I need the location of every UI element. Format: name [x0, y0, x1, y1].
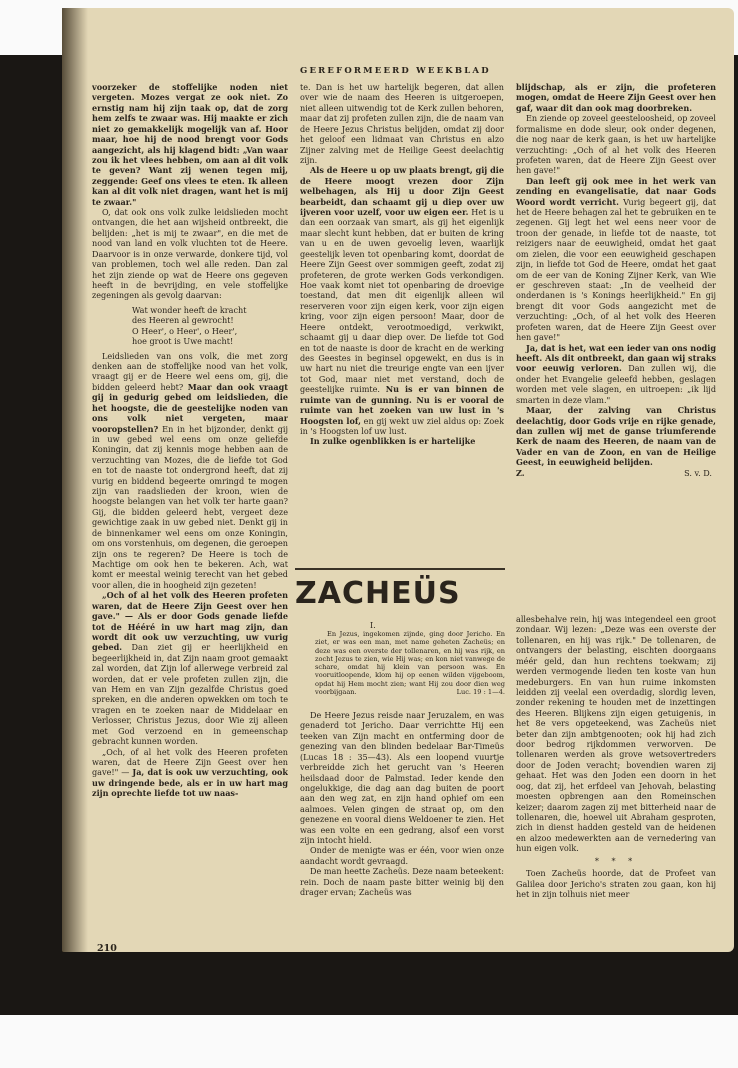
signature: Z. S. v. D.: [516, 467, 712, 478]
page-number: 210: [97, 943, 117, 954]
col3-paragraph-1: blijdschap, als er zijn, die profeteren mogen, omdat de Heere Zijn Geest over hen gaf, waar dit dan ook mag doorbreken.: [516, 82, 716, 113]
col1-paragraph-5: „Och, of al het volk des Heeren profeten waren, dat de Heere Zijn Geest over hen gave!" — Ja, dat is ook uw verzuchting, ook uw dringende bede, als er in uw hart mag zijn oprechte liefde tot uw naas-: [92, 746, 288, 799]
col1-paragraph-1: voorzeker de stoffelijke noden niet vergeten. Mozes vergat ze ook niet. Zo ernstig nam hij zijn taak op, dat de zorg hem zelfs te zwaar was. Hij maakte er zich niet zo gemakkelijk mogelijk van af. Hoor maar, hoe hij de nood brengt voor Gods aangezicht, als hij klagend bidt: „Van waar zou ik het vlees hebben, om aan al dit volk te geven? Want zij wenen tegen mij, zeggende: Geef ons vlees te eten. Ik alleen kan al dit volk niet dragen, want het is mij te zwaar.": [92, 82, 288, 207]
article-title: ZACHEÜS: [295, 576, 461, 611]
col1-paragraph-3: Leidslieden van ons volk, die met zorg denken aan de stoffelijke nood van het volk, vraagt gij er de Heere wel eens om, gij, die bidden geleerd hebt? Maar dan ook vraagt gij in gedurig gebed om leidslieden, die het hoogste, die de geestelijke noden van ons volk niet vergeten, maar vooropstellen? En in het bijzonder, denkt gij in uw gebed wel eens om onze geliefde Koningin, dat zij kennis moge hebben aan de verzuchting van Mozes, die de liefde tot God en tot de naaste tot ondergrond heeft, dat zij vurig en biddend begeerte omringd te mogen zijn van raadslieden der kroon, wien de hoogste belangen van het volk ter harte gaan? Gij, die bidden geleerd hebt, vergeet deze gewichtige zaak in uw gebed niet. Denkt gij in de binnenkamer wel eens om onze Koningin, om ons vorstenhuis, om degenen, die geroepen zijn ons te regeren? De Heere is toch de Machtige om ook hen te bekeren. Ach, wat komt er meestal weinig terecht van het gebed voor allen, die in hoogheid zijn gezeten!: [92, 350, 288, 590]
article-column-2: [300, 710, 504, 940]
psalm-verse: [92, 305, 288, 347]
col1-paragraph-4: „Och of al het volk des Heeren profeten waren, dat de Heere Zijn Geest over hen gave." — Als er door Gods genade liefde tot de Hééré in uw hart mag zijn, dan wordt dit ook uw verzuchting, uw vurig gebed. Dan ziet gij er heerlijkheid en begeerlijkheid in, dat Zijn naam groot gemaakt zal worden, dat Zijn lof allerwege verbreid zal worden, dat er vele profeten zullen zijn, die van Hem en van Zijn gezalfde Christus goed spreken, en die anderen opwekken om toch te vragen en te zoeken naar de Middelaar en Verlosser, Christus Jezus, door Wie zij alleen met God verzoend en in gemeenschap gebracht kunnen worden.: [92, 590, 288, 747]
column-1: [92, 82, 288, 940]
column-2: [300, 82, 504, 564]
scripture-reference: Luc. 19 : 1—4.: [456, 688, 505, 697]
article-paragraph: Toen Zacheüs hoorde, dat de Profeet van Galilea door Jericho's straten zou gaan, kon hij het in zijn tolhuis niet meer: [516, 868, 716, 899]
article-column-3: [516, 614, 716, 940]
binding-shadow: [62, 8, 88, 952]
col3-paragraph-3: Dan leeft gij ook mee in het werk van zending en evangelisatie, dat naar Gods Woord wordt verricht. Vurig begeert gij, dat het de Heere behagen zal het te gebruiken en te zegenen. Gij legt het wel eens neer voor de troon der genade, in liefde tot de naaste, tot reizigers naar de eeuwigheid, omdat het gaat om zielen, die voor een eeuwigheid geschapen zijn, in liefde tot God de Heere, omdat het gaat om de eer van de Koning Zijner Kerk, van Wie er geschreven staat: „In de veelheid der onderdanen is 's Konings heerlijkheid." En gij brengt dit voor Gods aangezicht met de verzuchting: „Och, of al het volk des Heeren profeten waren, dat de Heere Zijn Geest over hen gave!": [516, 175, 716, 343]
section-number: I.: [370, 621, 376, 630]
psalm-line: des Heeren al gewrocht!: [132, 315, 234, 326]
psalm-line: O Heer', o Heer', o Heer',: [132, 325, 238, 336]
col2-paragraph-3: In zulke ogenblikken is er hartelijke: [310, 436, 476, 447]
col3-paragraph-4: Ja, dat is het, wat een ieder van ons nodig heeft. Als dit ontbreekt, dan gaan wij straks voor eeuwig verloren. Dan zullen wij, die onder het Evangelie geleefd hebben, geslagen worden met vele slagen, en uitroepen: „ik lijd smarten in deze vlam.": [516, 342, 716, 405]
col2-paragraph-1: te. Dan is het uw hartelijk begeren, dat allen over wie de naam des Heeren is uitgeroepen, niet alleen uitwendig tot de Kerk zullen behoren, maar dat zij profeten zullen zijn, die de naam van de Heere Jezus Christus belijden, omdat zij door het geloof een lidmaat van Christus en alzo Zijner zalving met de Heilige Geest deelachtig zijn.: [300, 82, 504, 165]
article-paragraph: Onder de menigte was er één, voor wien onze aandacht wordt gevraagd.: [300, 845, 504, 866]
article-paragraph: De Heere Jezus reisde naar Jeruzalem, en was genaderd tot Jericho. Daar verrichtte Hij een teeken van Zijn macht en ontferming door de genezing van den blinden bedelaar Bar-Timeüs (Lucas 18 : 35—43). Als een loopend vuurtje verbreidde zich het gerucht van 's Heeren heilsdaad door de Palmstad. Ieder kende den ongelukkige, die dag aan dag buiten de poort aan den weg zat, en zijn hand ophief om een aalmoes. Velen gingen de straat op, om den genezene en vooral diens Weldoener te zien. Het was een volte en een gedrang, alsof een vorst zijn intocht hield.: [300, 710, 504, 846]
title-rule: [295, 568, 505, 570]
article-paragraph: De man heette Zacheüs. Deze naam beteekent: rein. Doch de naam paste bitter weinig bij den drager ervan; Zacheüs was: [300, 866, 504, 898]
scripture-text: En Jezus, ingekomen zijnde, ging door Jericho. En ziet, er was een man, met name geheten Zacheüs; en deze was een overste der tollenaren, en hij was rijk, en zocht Jezus te zien, wie Hij was; en kon niet vanwege de schare, omdat hij klein van persoon was. En vooruitloopende, klom hij op eenen wilden vijgeboom, opdat hij Hem mocht zien; want Hij zou door dien weg voorbijgaan. Luc. 19 : 1—4.: [315, 630, 505, 697]
scripture-quote: [315, 630, 505, 696]
psalm-line: Wat wonder heeft de kracht: [132, 304, 247, 315]
col3-paragraph-2: En ziende op zoveel geesteloosheid, op zoveel formalisme en dode sleur, ook onder degenen, die nog naar de kerk gaan, is het uw hartelijke verzuchting: „Och of al het volk des Heeren profeten waren, dat de Heere Zijn Geest over hen gave!": [516, 113, 716, 176]
col2-paragraph-2: Als de Heere u op uw plaats brengt, gij die de Heere moogt vrezen door Zijn welbehagen, als Hij u door Zijn Geest bearbeidt, dan schaamt gij u diep over uw ijveren voor uzelf, voor uw eigen eer. Het is u dan een oorzaak van smart, als gij het eigenlijk maar slecht kunt hebben, dat er buiten de kring van u en de uwen gevoelig leven, waarlijk geestelijk leven tot openbaring komt, doordat de Heere Zijn Geest over sommigen geeft, zodat zij profeteren, de grote werken Gods verkondigen. Hoe vaak komt niet tot openbaring de droevige toestand, dat men dit eigenlijk alleen wil reserveren voor zijn eigen kerk, voor zijn eigen kring, voor zijn eigen persoon! Maar, door de Heere ontdekt, verootmoedigd, verkwikt, schaamt gij u daar diep over. De liefde tot God en tot de naaste is door de kracht en de werking des Geestes in beginsel opgewekt, en dus is in uw hart nu niet die treurige engte van een ijver tot God, maar niet met verstand, doch de geestelijke ruimte. Nu is er van binnen de ruimte van de gunning. Nu is er vooral de ruimte van het zoeken van uw lust in 's Hoogsten lof, en gij wekt uw ziel aldus op: Zoek in 's Hoogsten lof uw lust.: [300, 165, 504, 436]
article-paragraph: allesbehalve rein, hij was integendeel een groot zondaar. Wij lezen: „Deze was een overste der tollenaren, en hij was rijk." De tollenaren, de ontvangers der belasting, eischten doorgaans méér geld, dan hun rechtens toekwam; zij werden vermogende lieden ten koste van hun medeburgers. En van hun ruime inkomsten leidden zij veelal een overdadig, slordig leven, zonder rekening te houden met de inzettingen des Heeren. Blijkens zijn eigen getuigenis, in het 8e vers opgeteekend, was Zacheüs niet beter dan zijn ambtgenooten; ook hij had zich door bedrog rijkdommen verworven. De tollenaren werden als grove wetsovertreders door de Joden veracht; bovendien waren zij gehaat. Het was den Joden een doorn in het oog, dat zij, het erfdeel van Jehovah, belasting moesten opbrengen aan den Romeinschen keizer; daarom zagen zij met bitterheid naar de tollenaren, die, hoewel uit Abraham gesproten, zich in dienst hadden gesteld van de heidenen en alzoo medewerkten aan de vernedering van hun eigen volk.: [516, 614, 716, 854]
column-3: [516, 82, 716, 568]
section-divider: * * *: [594, 855, 638, 866]
psalm-line: hoe groot is Uwe macht!: [132, 336, 234, 347]
col1-paragraph-2: O, dat ook ons volk zulke leidslieden mocht ontvangen, die het aan wijsheid ontbreekt, die belijden: „het is mij te zwaar", en die met de nood van land en volk vluchten tot de Heere. Daarvoor is in onze verwarde, donkere tijd, vol van problemen, toch wel alle reden. Dan zal het zijn ziende op wat de Heere ons gegeven heeft in de bevrijding, en vele stoffelijke zegeningen als gevolg daarvan:: [92, 207, 288, 301]
running-header: GEREFORMEERD WEEKBLAD: [300, 66, 491, 76]
col3-paragraph-5: Maar, der zalving van Christus deelachtig, door Gods vrije en rijke genade, dan zullen wij met de ganse triumferende Kerk de naam des Heeren, de naam van de Vader en van de Zoon, en van de Heilige Geest, in eeuwigheid belijden.: [516, 405, 716, 468]
